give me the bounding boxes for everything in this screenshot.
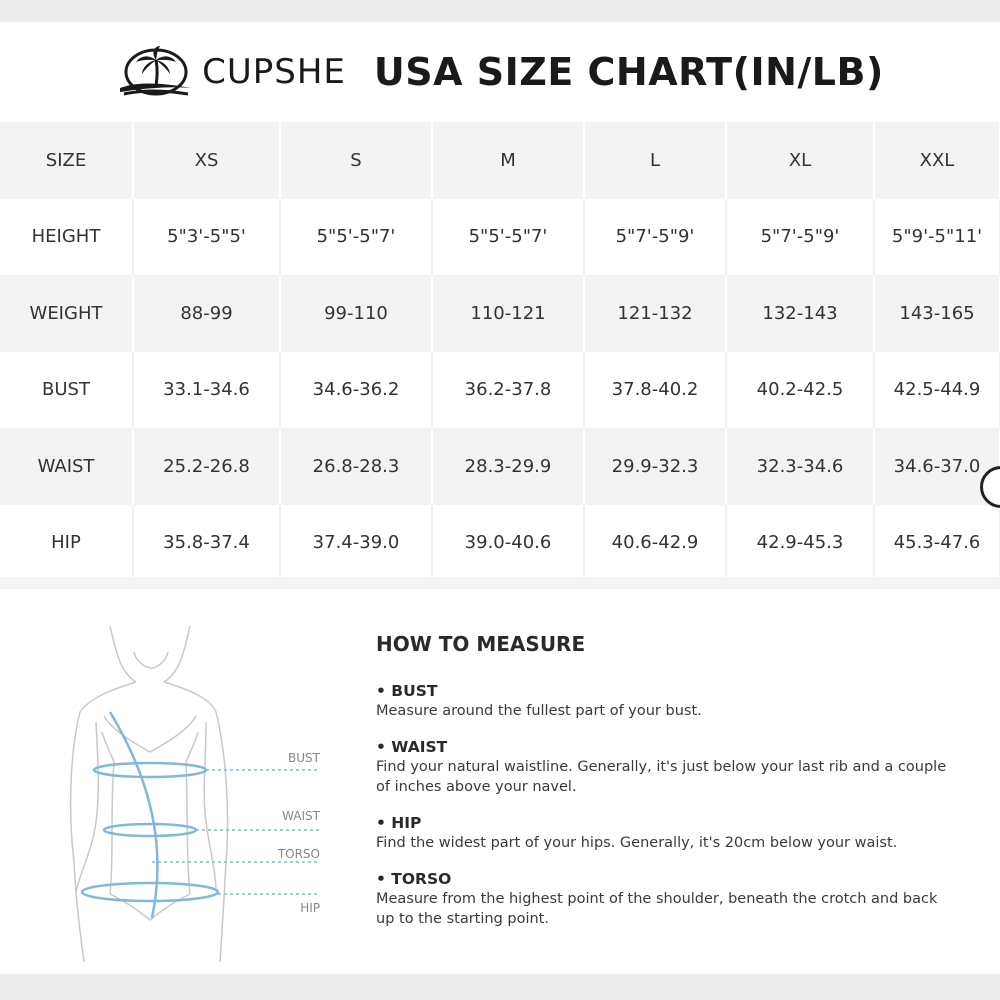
column-header-xs: XS <box>133 122 280 199</box>
measure-item-title: • WAIST <box>376 738 448 756</box>
table-cell: 36.2-37.8 <box>432 352 584 429</box>
table-cell: 5"7'-5"9' <box>726 199 874 276</box>
torso-label: TORSO <box>277 847 320 861</box>
cupshe-logo <box>116 42 346 102</box>
table-header-row <box>0 122 1000 199</box>
table-cell: 37.4-39.0 <box>280 505 432 582</box>
measure-item-desc: Measure around the fullest part of your bust. <box>376 703 702 719</box>
chart-title: USA SIZE CHART(IN/LB) <box>373 50 884 94</box>
table-row <box>0 199 1000 276</box>
table-cell: 34.6-36.2 <box>280 352 432 429</box>
measure-item-title: • HIP <box>376 814 422 832</box>
measure-item-desc: Find your natural waistline. Generally, it's just below your last rib and a couple of inches above your navel. <box>376 759 947 795</box>
table-row <box>0 352 1000 429</box>
measure-item-title: • TORSO <box>376 870 452 888</box>
body-outline-illustration <box>40 612 340 972</box>
table-cell: 5"9'-5"11' <box>874 199 1000 276</box>
table-cell: 35.8-37.4 <box>133 505 280 582</box>
table-cell: 34.6-37.0 <box>874 428 1000 505</box>
row-header-waist: WAIST <box>0 428 133 505</box>
column-header-xl: XL <box>726 122 874 199</box>
row-header-hip: HIP <box>0 505 133 582</box>
table-cell: 5"5'-5"7' <box>432 199 584 276</box>
brand-name: CUPSHE <box>202 52 346 92</box>
table-cell: 40.6-42.9 <box>584 505 726 582</box>
column-header-m: M <box>432 122 584 199</box>
table-cell: 33.1-34.6 <box>133 352 280 429</box>
row-header-height: HEIGHT <box>0 199 133 276</box>
measure-item-bust <box>376 682 976 721</box>
measure-item-desc: Find the widest part of your hips. Generally, it's 20cm below your waist. <box>376 835 898 851</box>
table-cell: 45.3-47.6 <box>874 505 1000 582</box>
table-cell: 32.3-34.6 <box>726 428 874 505</box>
section-divider <box>0 577 1000 589</box>
table-cell: 40.2-42.5 <box>726 352 874 429</box>
size-chart-page <box>0 22 1000 974</box>
column-header-xxl: XXL <box>874 122 1000 199</box>
table-row <box>0 505 1000 582</box>
table-cell: 42.9-45.3 <box>726 505 874 582</box>
header <box>0 22 1000 122</box>
table-cell: 37.8-40.2 <box>584 352 726 429</box>
table-cell: 121-132 <box>584 275 726 352</box>
table-cell: 5"3'-5"5' <box>133 199 280 276</box>
table-cell: 88-99 <box>133 275 280 352</box>
table-cell: 42.5-44.9 <box>874 352 1000 429</box>
waist-label: WAIST <box>282 809 320 823</box>
table-cell: 110-121 <box>432 275 584 352</box>
table-row <box>0 275 1000 352</box>
table-cell: 5"5'-5"7' <box>280 199 432 276</box>
measure-item-title: • BUST <box>376 682 438 700</box>
hip-label: HIP <box>300 901 320 915</box>
table-cell: 5"7'-5"9' <box>584 199 726 276</box>
table-row <box>0 428 1000 505</box>
measure-item-torso <box>376 870 976 929</box>
measure-item-desc: Measure from the highest point of the shoulder, beneath the crotch and back up to the starting point. <box>376 891 938 927</box>
table-cell: 25.2-26.8 <box>133 428 280 505</box>
table-cell: 39.0-40.6 <box>432 505 584 582</box>
measure-item-waist <box>376 738 976 797</box>
palm-tree-icon <box>116 42 196 102</box>
table-cell: 132-143 <box>726 275 874 352</box>
size-table <box>0 122 1000 581</box>
table-cell: 143-165 <box>874 275 1000 352</box>
column-header-size: SIZE <box>0 122 133 199</box>
row-header-weight: WEIGHT <box>0 275 133 352</box>
measure-item-hip <box>376 814 976 853</box>
column-header-s: S <box>280 122 432 199</box>
row-header-bust: BUST <box>0 352 133 429</box>
table-cell: 26.8-28.3 <box>280 428 432 505</box>
column-header-l: L <box>584 122 726 199</box>
how-to-measure-section <box>376 632 976 946</box>
body-measure-figure <box>40 612 340 972</box>
table-cell: 99-110 <box>280 275 432 352</box>
how-to-measure-heading: HOW TO MEASURE <box>376 632 586 656</box>
bust-label: BUST <box>288 751 320 765</box>
table-cell: 29.9-32.3 <box>584 428 726 505</box>
table-cell: 28.3-29.9 <box>432 428 584 505</box>
